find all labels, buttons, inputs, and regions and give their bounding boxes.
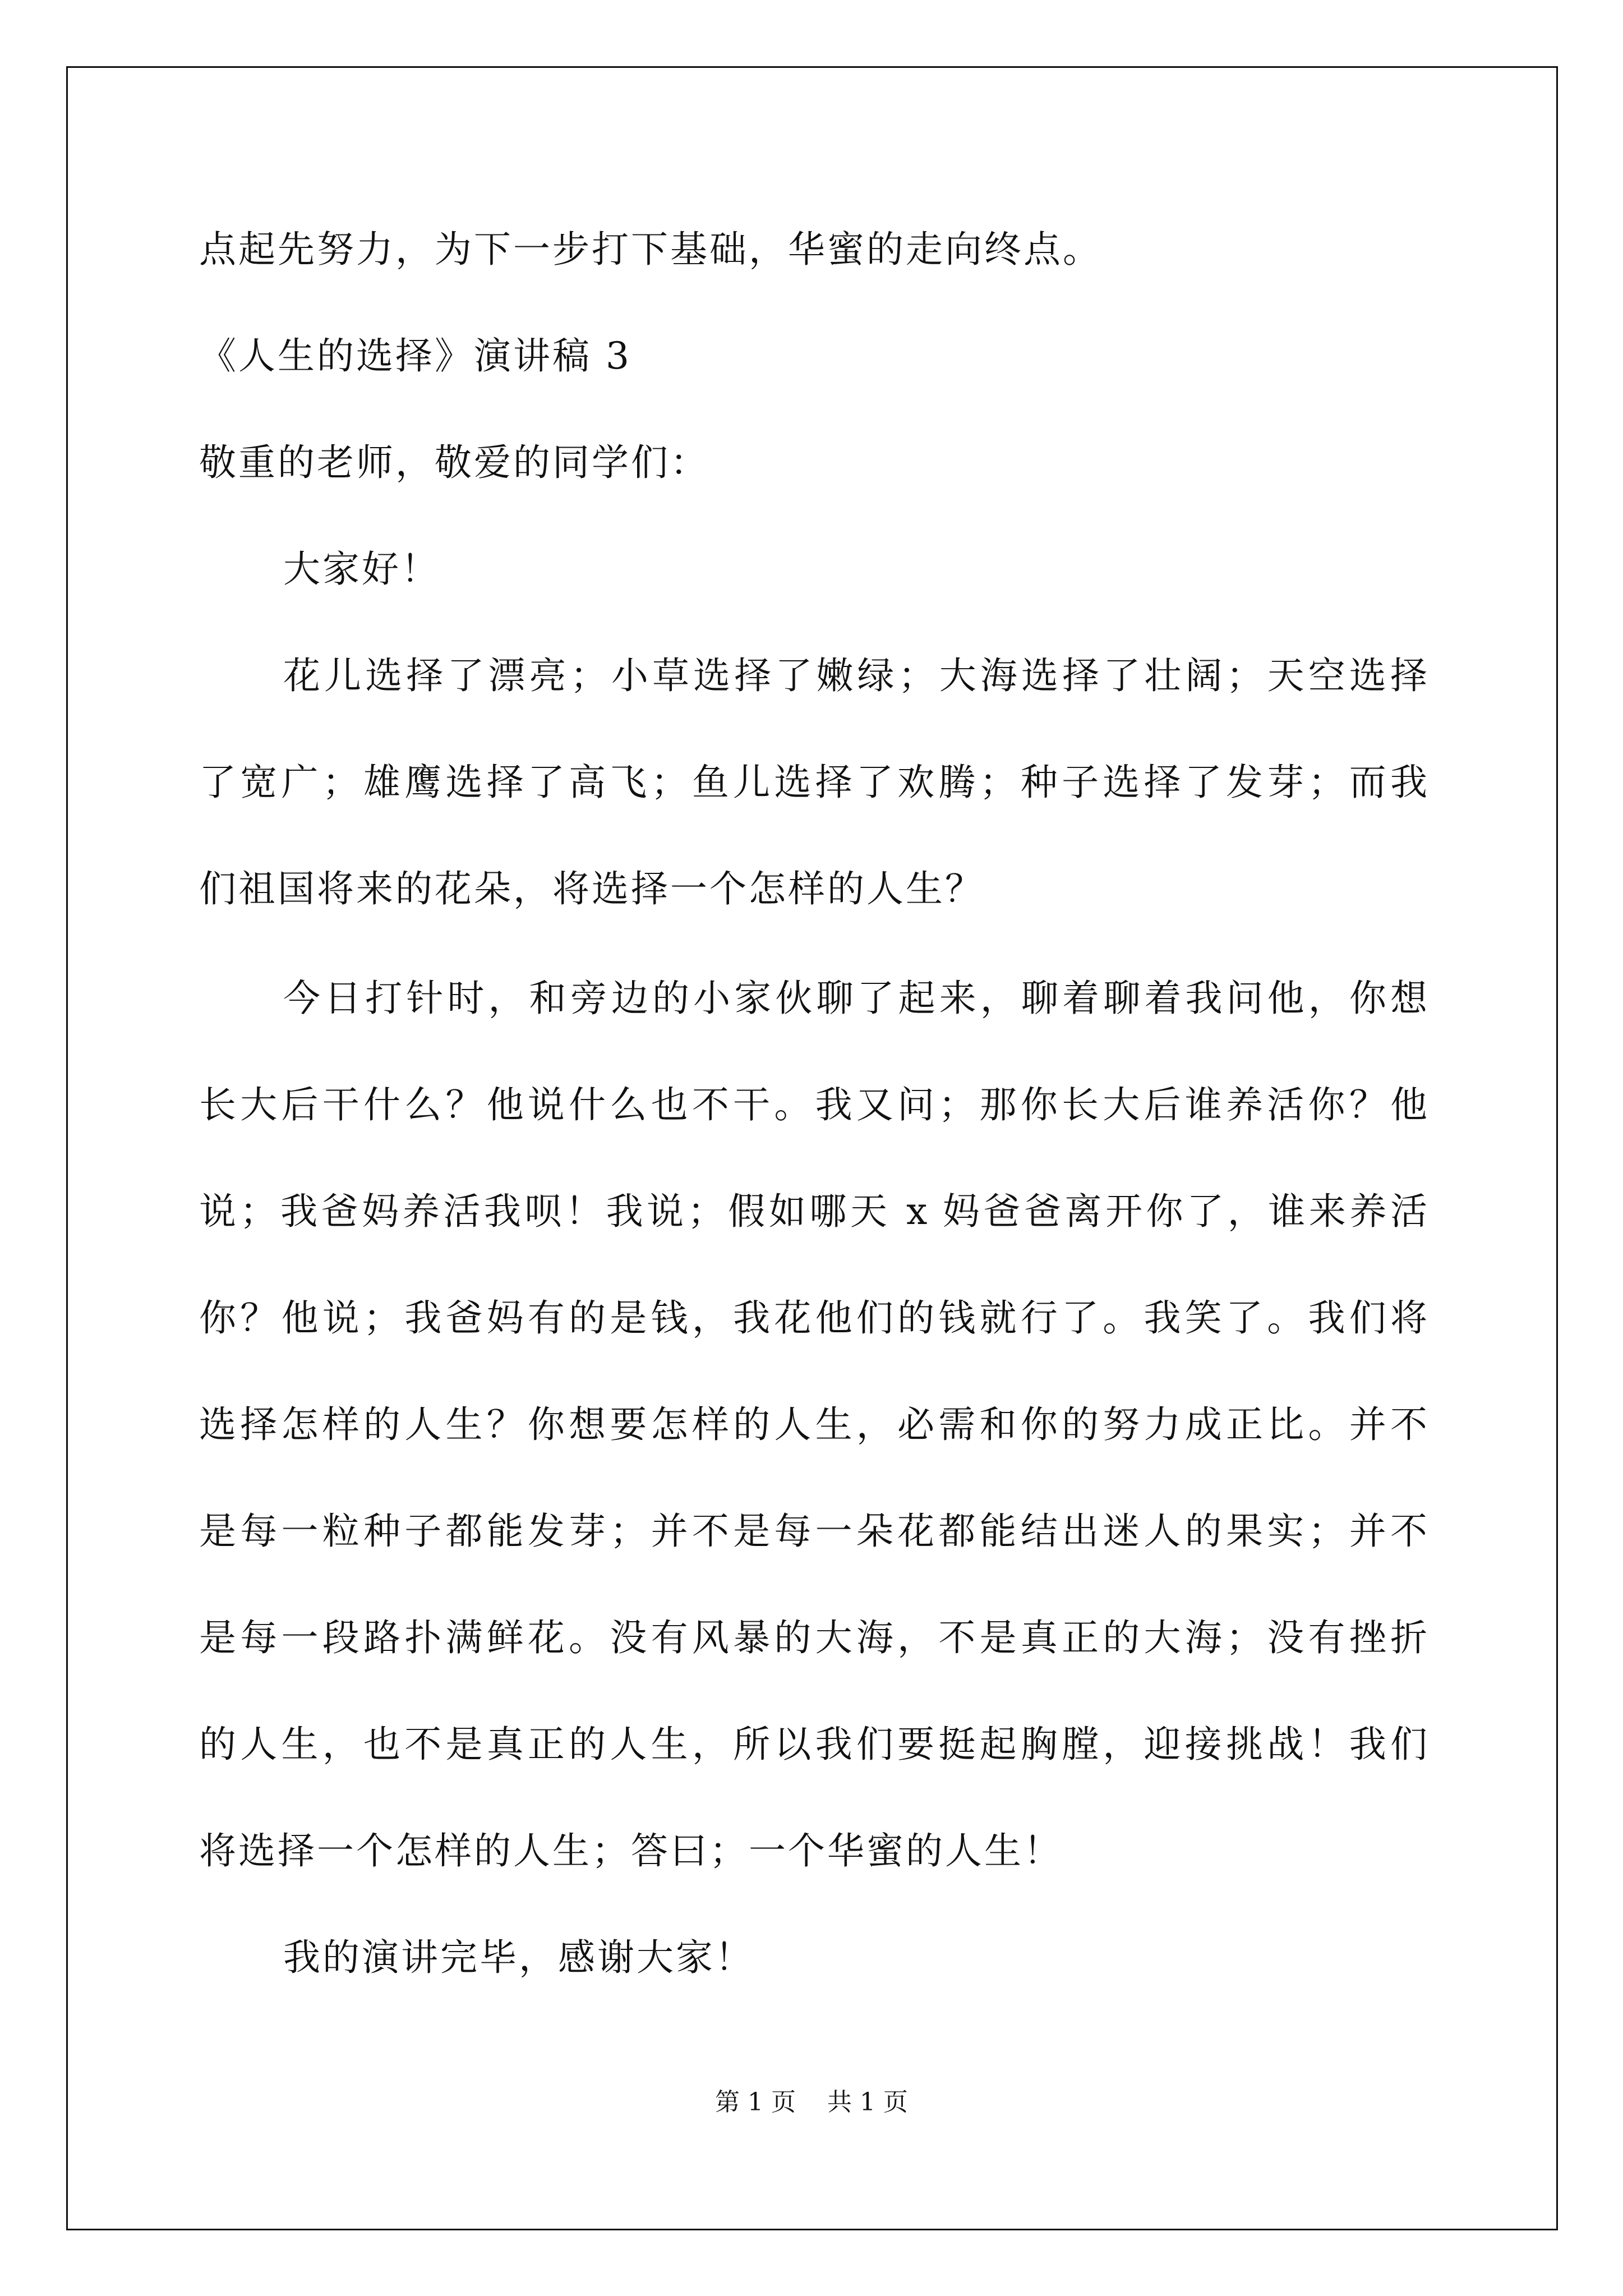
text-line: 们祖国将来的花朵，将选择一个怎样的人生？ [199,867,984,910]
page-footer: 第 1 页 共 1 页 [715,2088,908,2116]
text-line: 了宽广；雄鹰选择了高飞；鱼儿选择了欢腾；种子选择了发芽；而我 [199,761,1427,804]
text-line: 你？他说；我爸妈有的是钱，我花他们的钱就行了。我笑了。我们将 [199,1296,1427,1340]
text-line: 花儿选择了漂亮；小草选择了嫩绿；大海选择了壮阔；天空选择 [283,654,1427,697]
text-line: 长大后干什么？他说什么也不干。我又问；那你长大后谁养活你？他 [199,1083,1427,1126]
text-line: 今日打针时，和旁边的小家伙聊了起来，聊着聊着我问他，你想 [283,977,1427,1020]
text-line: 的人生，也不是真正的人生，所以我们要挺起胸膛，迎接挑战！我们 [199,1723,1427,1766]
closing-line: 我的演讲完毕，感谢大家！ [283,1936,754,1979]
greeting: 大家好！ [283,547,440,591]
speech-title: 《人生的选择》演讲稿 3 [199,334,631,378]
text-line: 说；我爸妈养活我呗！我说；假如哪天 x 妈爸爸离开你了，谁来养活 [199,1190,1427,1233]
page-border [66,66,1558,2230]
text-line: 选择怎样的人生？你想要怎样的人生，必需和你的努力成正比。并不 [199,1403,1427,1446]
text-line: 将选择一个怎样的人生；答曰；一个华蜜的人生！ [199,1829,1063,1872]
salutation: 敬重的老师，敬爱的同学们： [199,441,709,484]
text-line: 点起先努力，为下一步打下基础，华蜜的走向终点。 [199,228,1102,271]
text-line: 是每一粒种子都能发芽；并不是每一朵花都能结出迷人的果实；并不 [199,1510,1427,1553]
text-line: 是每一段路扑满鲜花。没有风暴的大海，不是真正的大海；没有挫折 [199,1616,1427,1659]
